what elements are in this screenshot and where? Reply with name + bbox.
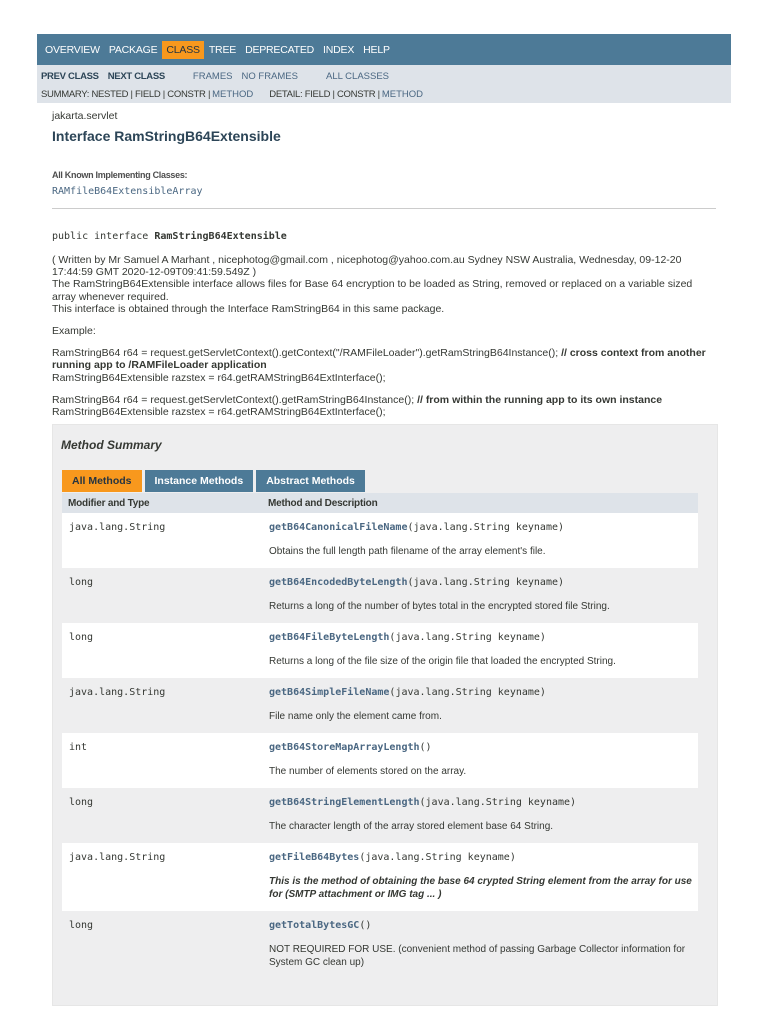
implementing-class-link[interactable]: RAMfileB64ExtensibleArray bbox=[52, 186, 203, 197]
table-row bbox=[62, 843, 698, 911]
divider bbox=[52, 208, 716, 209]
signature-prefix: public interface bbox=[52, 231, 155, 242]
method-params: (java.lang.String keyname) bbox=[419, 797, 577, 808]
prev-class-label: PREV CLASS bbox=[41, 71, 99, 82]
method-params: () bbox=[359, 920, 372, 931]
nav-package-link[interactable]: PACKAGE bbox=[108, 43, 158, 56]
sub-navigation-bar bbox=[37, 65, 731, 103]
top-navigation-bar bbox=[37, 34, 731, 65]
example-2 bbox=[52, 394, 716, 406]
method-description: The number of elements stored on the array. bbox=[269, 766, 467, 777]
method-return-type: java.lang.String bbox=[69, 687, 166, 698]
summary-method-link[interactable]: METHOD bbox=[212, 89, 254, 100]
column-method-description: Method and Description bbox=[268, 497, 378, 509]
method-params: (java.lang.String keyname) bbox=[389, 687, 546, 698]
nav-deprecated-link[interactable]: DEPRECATED bbox=[245, 43, 315, 56]
method-name-link[interactable]: getB64StringElementLength bbox=[269, 797, 420, 808]
example-2-code: RamStringB64 r64 = request.getServletContext().getRamStringB64Instance(); bbox=[52, 393, 418, 406]
frames-link[interactable]: FRAMES bbox=[192, 71, 233, 82]
method-summary-title: Method Summary bbox=[61, 438, 162, 452]
documentation-page bbox=[37, 34, 731, 103]
table-row bbox=[62, 788, 698, 843]
nav-tree-link[interactable]: TREE bbox=[208, 43, 237, 56]
method-description: This is the method of obtaining the base 64 crypted String element from the array for use for (SMTP attachment or IMG tag ... ) bbox=[269, 876, 692, 900]
interface-description bbox=[52, 254, 716, 418]
no-frames-link[interactable]: NO FRAMES bbox=[241, 71, 298, 82]
method-return-type: int bbox=[69, 742, 88, 753]
author-line: ( Written by Mr Samuel A Marhant , nicephotog@gmail.com , nicephotog@yahoo.com.au Sydney NSW Australia, Wednesday, 09-12-20 17:44:59 GMT 2020-12-09T09:41:59.549Z ) bbox=[52, 254, 682, 279]
example-2-line-2: RamStringB64Extensible razstex = r64.getRAMStringB64ExtInterface(); bbox=[52, 406, 386, 419]
method-signature bbox=[269, 920, 371, 931]
tab-all-methods[interactable]: All Methods bbox=[62, 470, 142, 492]
method-signature bbox=[269, 522, 564, 533]
nav-class-current: CLASS bbox=[162, 41, 203, 59]
method-description: NOT REQUIRED FOR USE. (convenient method of passing Garbage Collector information for System GC clean up) bbox=[269, 944, 686, 968]
tab-abstract-methods[interactable]: Abstract Methods bbox=[256, 470, 365, 492]
method-signature bbox=[269, 577, 564, 588]
implementing-classes-label: All Known Implementing Classes: bbox=[52, 170, 188, 180]
nav-index-link[interactable]: INDEX bbox=[323, 43, 355, 56]
method-summary-section bbox=[52, 424, 718, 1006]
detail-text: DETAIL: FIELD | CONSTR | bbox=[269, 89, 380, 100]
tab-instance-methods[interactable]: Instance Methods bbox=[145, 470, 254, 492]
method-description: Obtains the full length path filename of the array element's file. bbox=[269, 546, 546, 557]
method-return-type: long bbox=[69, 632, 94, 643]
nav-overview-link[interactable]: OVERVIEW bbox=[45, 43, 100, 56]
method-return-type: java.lang.String bbox=[69, 852, 166, 863]
method-description: File name only the element came from. bbox=[269, 711, 442, 722]
method-description: Returns a long of the number of bytes total in the encrypted stored file String. bbox=[269, 601, 610, 612]
example-1-code: RamStringB64 r64 = request.getServletContext().getContext("/RAMFileLoader").getRamStringB64Instance(); bbox=[52, 347, 562, 360]
example-1-line-2: RamStringB64Extensible razstex = r64.getRAMStringB64ExtInterface(); bbox=[52, 371, 386, 384]
column-modifier-type: Modifier and Type bbox=[68, 497, 150, 509]
method-return-type: java.lang.String bbox=[69, 522, 166, 533]
package-name: jakarta.servlet bbox=[52, 110, 118, 122]
example-2-comment: // from within the running app to its own instance bbox=[417, 393, 663, 406]
method-rows bbox=[62, 513, 698, 991]
method-tabs bbox=[62, 470, 368, 492]
table-row bbox=[62, 911, 698, 991]
method-name-link[interactable]: getB64StoreMapArrayLength bbox=[269, 742, 420, 753]
table-row bbox=[62, 623, 698, 678]
method-signature bbox=[269, 687, 546, 698]
page-title: Interface RamStringB64Extensible bbox=[52, 128, 281, 144]
description-line-2: This interface is obtained through the Interface RamStringB64 in this same package. bbox=[52, 302, 445, 315]
method-params: () bbox=[419, 742, 432, 753]
method-signature bbox=[269, 632, 546, 643]
signature-name: RamStringB64Extensible bbox=[154, 231, 287, 242]
sub-nav-row-2 bbox=[41, 89, 423, 100]
table-row bbox=[62, 568, 698, 623]
method-return-type: long bbox=[69, 920, 94, 931]
method-signature bbox=[269, 797, 576, 808]
table-row bbox=[62, 733, 698, 788]
method-params: (java.lang.String keyname) bbox=[389, 632, 546, 643]
method-signature bbox=[269, 852, 516, 863]
method-return-type: long bbox=[69, 577, 94, 588]
method-table bbox=[62, 493, 698, 991]
nav-help-link[interactable]: HELP bbox=[363, 43, 390, 56]
method-description: Returns a long of the file size of the origin file that loaded the encrypted String. bbox=[269, 656, 616, 667]
method-params: (java.lang.String keyname) bbox=[359, 852, 516, 863]
method-name-link[interactable]: getB64CanonicalFileName bbox=[269, 522, 408, 533]
summary-text: SUMMARY: NESTED | FIELD | CONSTR | bbox=[41, 89, 211, 100]
method-params: (java.lang.String keyname) bbox=[407, 522, 565, 533]
method-name-link[interactable]: getB64EncodedByteLength bbox=[269, 577, 408, 588]
detail-method-link[interactable]: METHOD bbox=[381, 89, 423, 100]
method-signature bbox=[269, 742, 432, 753]
method-description: The character length of the array stored element base 64 String. bbox=[269, 821, 554, 832]
table-row bbox=[62, 513, 698, 568]
method-return-type: long bbox=[69, 797, 94, 808]
method-name-link[interactable]: getTotalBytesGC bbox=[269, 920, 360, 931]
all-classes-link[interactable]: ALL CLASSES bbox=[325, 71, 390, 82]
interface-signature bbox=[52, 231, 287, 242]
example-label: Example: bbox=[52, 325, 96, 338]
method-name-link[interactable]: getB64FileByteLength bbox=[269, 632, 390, 643]
next-class-label: NEXT CLASS bbox=[107, 71, 165, 82]
sub-nav-row-1 bbox=[41, 71, 389, 82]
method-name-link[interactable]: getB64SimpleFileName bbox=[269, 687, 390, 698]
method-name-link[interactable]: getFileB64Bytes bbox=[269, 852, 360, 863]
description-line: The RamStringB64Extensible interface allows files for Base 64 encryption to be loaded as String, removed or replaced on a variable sized array whenever required. bbox=[52, 278, 693, 303]
example-1 bbox=[52, 347, 716, 371]
method-params: (java.lang.String keyname) bbox=[407, 577, 565, 588]
table-row bbox=[62, 678, 698, 733]
table-header bbox=[62, 493, 698, 513]
example-1-comment: // cross context from another running app to /RAMFileLoader application bbox=[52, 347, 706, 372]
